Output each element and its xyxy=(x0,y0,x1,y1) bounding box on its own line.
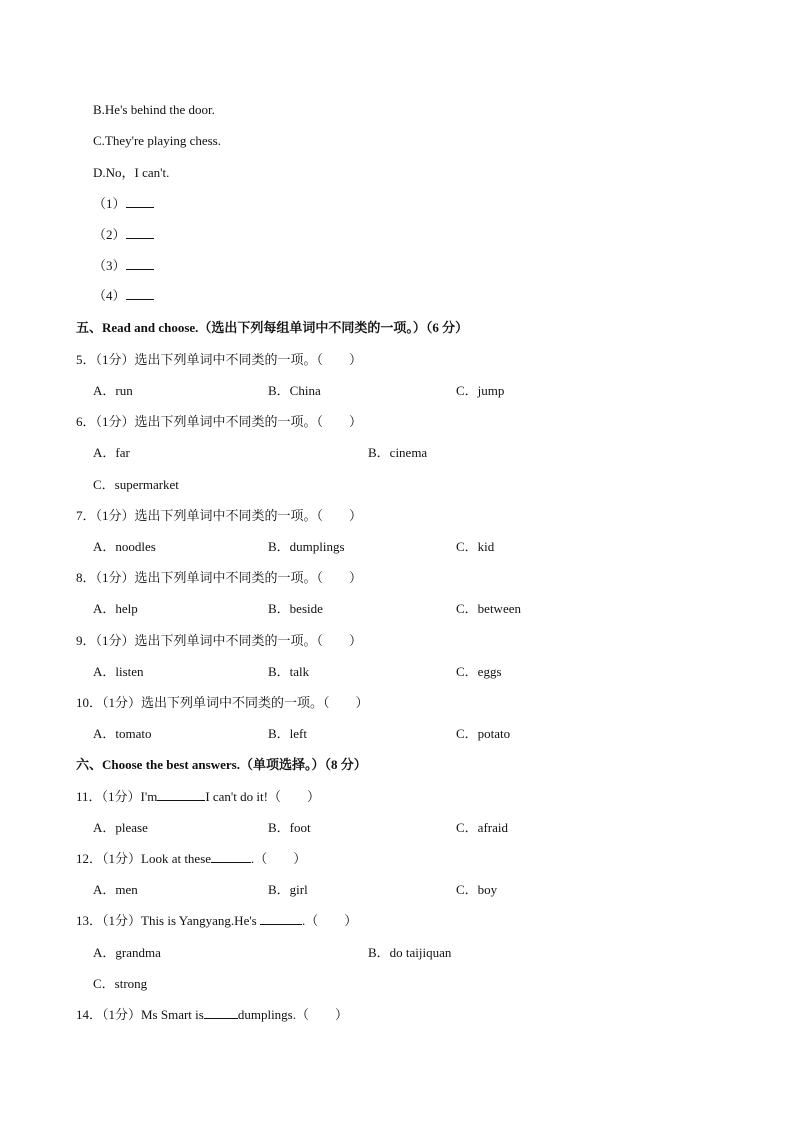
stem-text: dumplings.（ ） xyxy=(237,1007,348,1022)
fill-blank[interactable] xyxy=(204,1006,238,1019)
answer-blank-3[interactable] xyxy=(93,257,154,275)
fill-blank[interactable] xyxy=(211,850,251,863)
question-10-option-a[interactable]: A．tomato xyxy=(93,726,152,741)
question-6-option-c[interactable]: C．supermarket xyxy=(93,477,179,492)
question-7-option-b[interactable]: B．dumplings xyxy=(268,539,345,554)
blank-line[interactable] xyxy=(126,226,154,239)
blank-line[interactable] xyxy=(126,287,154,300)
question-5-option-a[interactable]: A．run xyxy=(93,383,133,398)
question-5-stem: 5．（1分）选出下列单词中不同类的一项。（ ） xyxy=(76,352,363,367)
question-11-stem xyxy=(76,788,320,806)
answer-blank-4[interactable] xyxy=(93,287,154,305)
question-8-option-b[interactable]: B．beside xyxy=(268,601,323,616)
question-8-option-a[interactable]: A．help xyxy=(93,601,138,616)
answer-blank-2[interactable] xyxy=(93,226,154,244)
fill-blank[interactable] xyxy=(260,912,302,925)
section-5-title: 五、Read and choose.（选出下列每组单词中不同类的一项。）（6 分） xyxy=(76,320,469,335)
answer-option-c: C.They're playing chess. xyxy=(93,133,221,148)
blank-line[interactable] xyxy=(126,257,154,270)
blank-line[interactable] xyxy=(126,195,154,208)
question-10-option-b[interactable]: B．left xyxy=(268,726,307,741)
fill-blank[interactable] xyxy=(157,788,205,801)
stem-text: .（ ） xyxy=(251,851,307,866)
question-9-stem: 9．（1分）选出下列单词中不同类的一项。（ ） xyxy=(76,633,363,648)
blank-label: （1） xyxy=(93,196,126,211)
question-13-option-c[interactable]: C．strong xyxy=(93,976,148,991)
answer-option-b: B.He's behind the door. xyxy=(93,102,215,117)
question-13-stem xyxy=(76,912,357,930)
blank-label: （2） xyxy=(93,227,126,242)
question-12-option-c[interactable]: C．boy xyxy=(456,882,498,897)
blank-label: （4） xyxy=(93,288,126,303)
question-14-stem xyxy=(76,1006,348,1024)
question-13-option-b[interactable]: B．do taijiquan xyxy=(368,945,452,960)
stem-text: 14．（1分）Ms Smart is xyxy=(76,1007,204,1022)
question-6-option-b[interactable]: B．cinema xyxy=(368,445,428,460)
question-12-option-a[interactable]: A．men xyxy=(93,882,138,897)
answer-option-d: D.No，I can't. xyxy=(93,165,170,180)
question-7-option-c[interactable]: C．kid xyxy=(456,539,495,554)
stem-text: 13．（1分）This is Yangyang.He's xyxy=(76,913,260,928)
stem-text: .（ ） xyxy=(302,913,358,928)
question-9-option-a[interactable]: A．listen xyxy=(93,664,144,679)
answer-blank-1[interactable] xyxy=(93,195,154,213)
section-6-title: 六、Choose the best answers.（单项选择。）（8 分） xyxy=(76,757,367,772)
question-10-stem: 10．（1分）选出下列单词中不同类的一项。（ ） xyxy=(76,695,369,710)
stem-text: 12．（1分）Look at these xyxy=(76,851,212,866)
question-5-option-c[interactable]: C．jump xyxy=(456,383,505,398)
question-6-stem: 6．（1分）选出下列单词中不同类的一项。（ ） xyxy=(76,414,363,429)
question-5-option-b[interactable]: B．China xyxy=(268,383,321,398)
question-6-option-a[interactable]: A．far xyxy=(93,445,130,460)
question-8-option-c[interactable]: C．between xyxy=(456,601,521,616)
blank-label: （3） xyxy=(93,258,126,273)
question-9-option-b[interactable]: B．talk xyxy=(268,664,310,679)
question-12-stem xyxy=(76,850,306,868)
question-13-option-a[interactable]: A．grandma xyxy=(93,945,161,960)
question-8-stem: 8．（1分）选出下列单词中不同类的一项。（ ） xyxy=(76,570,363,585)
question-10-option-c[interactable]: C．potato xyxy=(456,726,511,741)
stem-text: I can't do it!（ ） xyxy=(205,789,320,804)
question-11-option-c[interactable]: C．afraid xyxy=(456,820,508,835)
question-9-option-c[interactable]: C．eggs xyxy=(456,664,502,679)
question-11-option-a[interactable]: A．please xyxy=(93,820,148,835)
question-12-option-b[interactable]: B．girl xyxy=(268,882,308,897)
question-7-option-a[interactable]: A．noodles xyxy=(93,539,156,554)
question-11-option-b[interactable]: B．foot xyxy=(268,820,311,835)
stem-text: 11．（1分）I'm xyxy=(76,789,158,804)
question-7-stem: 7．（1分）选出下列单词中不同类的一项。（ ） xyxy=(76,508,363,523)
